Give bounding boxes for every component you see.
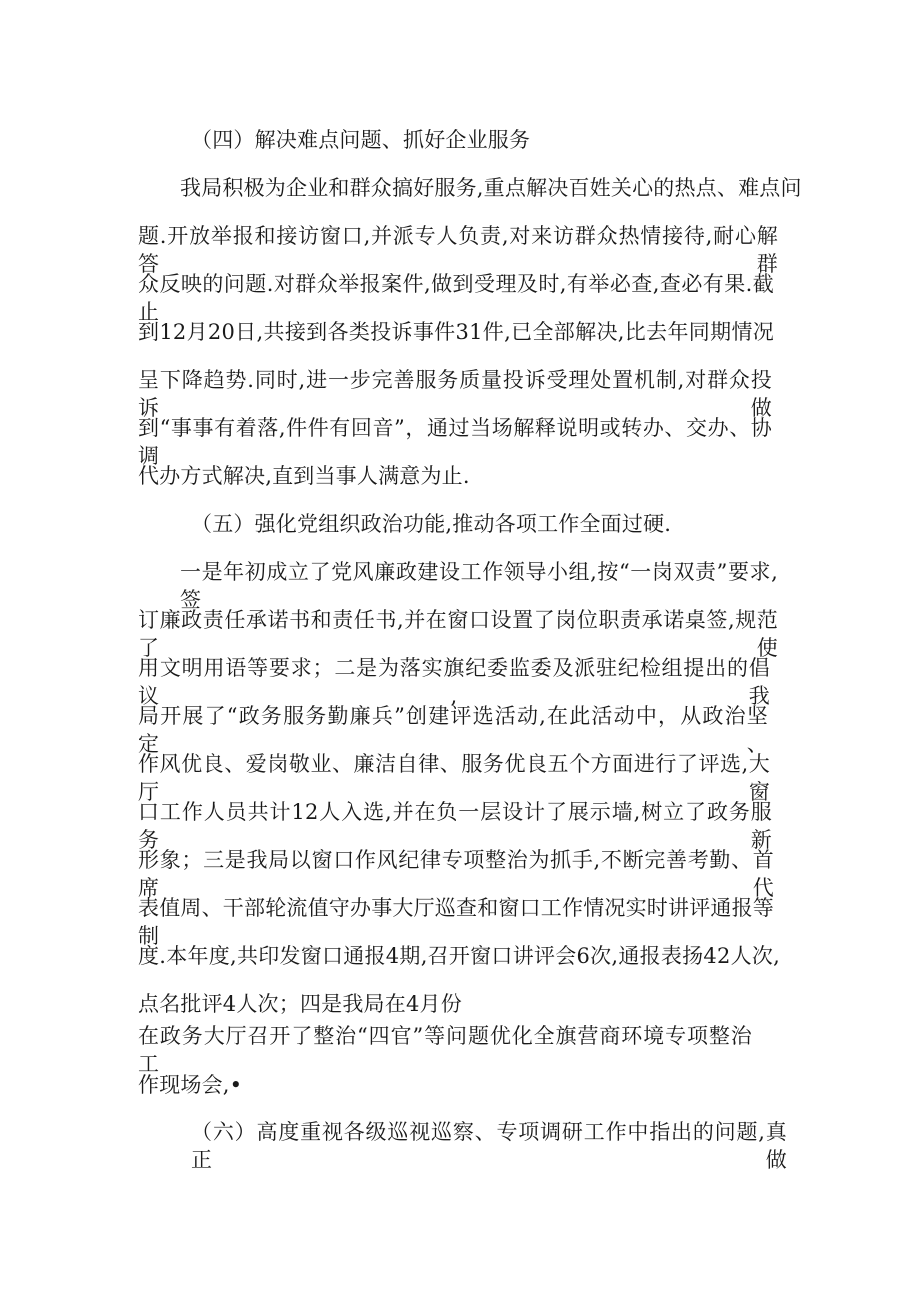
paragraph-line: 作现场会,• [138, 1073, 243, 1097]
paragraph-line: 众反映的问题.对群众举报案件,做到受理及时,有举必查,查必有果.截止 [138, 272, 774, 324]
paragraph-line: 到12月20日,共接到各类投诉事件31件,已全部解决,比去年同期情况 [138, 320, 774, 344]
section-heading-6: （六）高度重视各级巡视巡察、专项调研工作中指出的问题,真正做 [191, 1120, 787, 1172]
paragraph-line: 题.开放举报和接访窗口,并派专人负责,对来访群众热情接待,耐心解答群 [138, 224, 778, 276]
section-heading-5: （五）强化党组织政治功能,推动各项工作全面过硬. [191, 512, 672, 536]
paragraph-line: 到“事事有着落,件件有回音”，通过当场解释说明或转办、交办、协调 [138, 416, 772, 468]
paragraph-line: 一是年初成立了党风廉政建设工作领导小组,按“一岗双责”要求,签 [180, 560, 778, 612]
paragraph-line: 口工作人员共计12人入选,并在负一层设计了展示墙,树立了政务服务新 [138, 800, 772, 852]
paragraph-line: 点名批评4人次；四是我局在4月份 [138, 992, 462, 1016]
paragraph-line: 用文明用语等要求；二是为落实旗纪委监委及派驻纪检组提出的倡议,我 [138, 656, 770, 708]
paragraph-line: 表值周、干部轮流值守办事大厅巡查和窗口工作情况实时讲评通报等制 [138, 896, 774, 948]
paragraph-line: 我局积极为企业和群众搞好服务,重点解决百姓关心的热点、难点问 [180, 176, 802, 200]
paragraph-line: 在政务大厅召开了整治“四官”等问题优化全旗营商环境专项整治工 [138, 1024, 752, 1076]
section-heading-4: （四）解决难点问题、抓好企业服务 [191, 128, 531, 152]
paragraph-line: 作风优良、爱岗敬业、廉洁自律、服务优良五个方面进行了评选,大厅窗 [138, 752, 770, 804]
paragraph-line: 呈下降趋势.同时,进一步完善服务质量投诉受理处置机制,对群众投诉做 [138, 368, 772, 420]
paragraph-line: 局开展了“政务服务勤廉兵”创建评选活动,在此活动中，从政治坚定、 [138, 704, 768, 756]
paragraph-line: 代办方式解决,直到当事人满意为止. [138, 464, 470, 488]
paragraph-line: 订廉政责任承诺书和责任书,并在窗口设置了岗位职责承诺桌签,规范了使 [138, 608, 778, 660]
paragraph-line: 度.本年度,共印发窗口通报4期,召开窗口讲评会6次,通报表扬42人次, [138, 944, 780, 968]
paragraph-line: 形象；三是我局以窗口作风纪律专项整治为抓手,不断完善考勤、首席代 [138, 848, 774, 900]
